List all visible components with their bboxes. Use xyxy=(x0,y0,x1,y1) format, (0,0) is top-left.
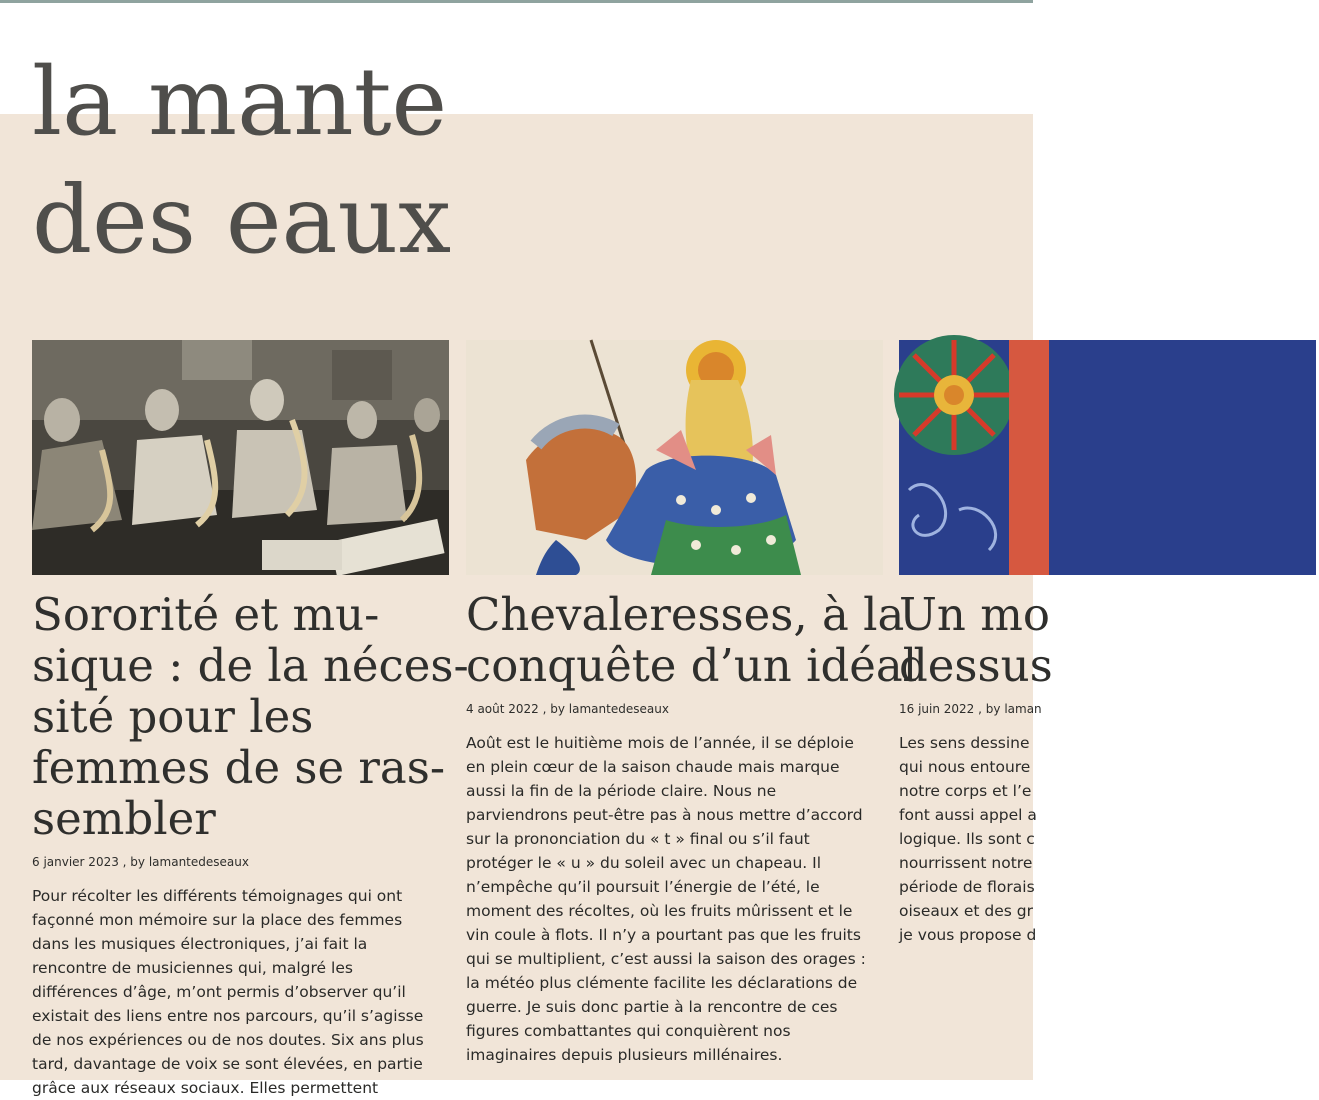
post-card-chevaleresses xyxy=(466,340,918,1067)
excerpt-line: dans les musiques électroniques, j’ai fait la xyxy=(32,935,368,953)
post-title-line: sembler xyxy=(32,792,216,845)
excerpt-line: je vous propose d xyxy=(899,926,1037,944)
post-excerpt xyxy=(466,731,886,1067)
post-thumbnail-sun[interactable] xyxy=(899,340,1316,575)
post-meta: 6 janvier 2023 , by lamantedeseaux xyxy=(32,855,249,869)
post-title-line: Sororité et mu- xyxy=(32,588,380,641)
post-title-line: dessus xyxy=(899,639,1053,692)
excerpt-line: font aussi appel a xyxy=(899,806,1037,824)
excerpt-line: grâce aux réseaux sociaux. Elles permettent xyxy=(32,1079,379,1097)
excerpt-line: Les sens dessine xyxy=(899,734,1030,752)
excerpt-line: moment des récoltes, où les fruits mûrissent et le xyxy=(466,902,853,920)
excerpt-line: différences d’âge, m’ont permis d’observer qu’il xyxy=(32,983,406,1001)
excerpt-line: période de florais xyxy=(899,878,1035,896)
post-title-line: Un mo xyxy=(899,588,1050,641)
post-title-line: Chevaleresses, à la xyxy=(466,588,905,641)
post-title-line: sité pour les xyxy=(32,690,314,743)
post-meta: 16 juin 2022 , by laman xyxy=(899,702,1042,716)
post-author[interactable]: lamantedeseaux xyxy=(148,855,249,869)
post-title-line: conquête d’un idéal xyxy=(466,639,918,692)
excerpt-line: la météo plus clémente facilite les déclarations de xyxy=(466,974,858,992)
top-accent-line xyxy=(0,0,1033,3)
saxophonists-photo-image xyxy=(32,340,449,575)
excerpt-line: Pour récolter les différents témoignages qui ont xyxy=(32,887,403,905)
excerpt-line: qui nous entoure xyxy=(899,758,1031,776)
post-card-un-monde xyxy=(899,340,1316,947)
post-excerpt xyxy=(32,884,452,1100)
excerpt-line: logique. Ils sont c xyxy=(899,830,1035,848)
excerpt-line: protéger le « u » du soleil avec un chapeau. Il xyxy=(466,854,822,872)
excerpt-line: vin coule à flots. Il n’y a pourtant pas que les fruits xyxy=(466,926,861,944)
post-meta: 4 août 2022 , by lamantedeseaux xyxy=(466,702,669,716)
excerpt-line: figures combattantes qui conquièrent nos xyxy=(466,1022,791,1040)
excerpt-line: n’empêche qu’il poursuit l’énergie de l’été, le xyxy=(466,878,820,896)
excerpt-line: existait des liens entre nos parcours, qu’il s’agisse xyxy=(32,1007,424,1025)
excerpt-line: de nos expériences ou de nos doutes. Six ans plus xyxy=(32,1031,424,1049)
post-date[interactable]: 4 août 2022 xyxy=(466,702,539,716)
site-title-line-1: la mante xyxy=(32,48,448,157)
excerpt-line: aussi la fin de la période claire. Nous ne xyxy=(466,782,777,800)
site-title[interactable] xyxy=(32,44,451,280)
sun-illustration-image xyxy=(899,340,1316,575)
post-author[interactable]: lamantedeseaux xyxy=(568,702,669,716)
excerpt-line: guerre. Je suis donc partie à la rencontre de ces xyxy=(466,998,838,1016)
excerpt-line: en plein cœur de la saison chaude mais marque xyxy=(466,758,840,776)
post-thumbnail-knight[interactable] xyxy=(466,340,883,575)
site-title-line-2: des eaux xyxy=(32,166,452,275)
post-thumbnail-saxophonists[interactable] xyxy=(32,340,449,575)
post-card-sororite xyxy=(32,340,469,1100)
post-excerpt xyxy=(899,731,1319,947)
post-title-line: femmes de se ras- xyxy=(32,741,446,794)
excerpt-line: imaginaires depuis plusieurs millénaires. xyxy=(466,1046,783,1064)
post-title-line: sique : de la néces- xyxy=(32,639,469,692)
post-date[interactable]: 6 janvier 2023 xyxy=(32,855,119,869)
excerpt-line: rencontre de musiciennes qui, malgré les xyxy=(32,959,353,977)
post-title[interactable] xyxy=(32,588,469,845)
knight-illustration-image xyxy=(466,340,883,575)
excerpt-line: tard, davantage de voix se sont élevées, en partie xyxy=(32,1055,423,1073)
post-title[interactable] xyxy=(466,588,918,692)
post-title[interactable] xyxy=(899,589,1316,691)
excerpt-line: oiseaux et des gr xyxy=(899,902,1033,920)
post-author[interactable]: laman xyxy=(1004,702,1042,716)
excerpt-line: Août est le huitième mois de l’année, il se déploie xyxy=(466,734,854,752)
excerpt-line: sur la prononciation du « t » final ou s’il faut xyxy=(466,830,810,848)
excerpt-line: nourrissent notre xyxy=(899,854,1033,872)
post-date[interactable]: 16 juin 2022 xyxy=(899,702,975,716)
excerpt-line: notre corps et l’e xyxy=(899,782,1032,800)
excerpt-line: façonné mon mémoire sur la place des femmes xyxy=(32,911,403,929)
excerpt-line: parviendrons peut-être pas à nous mettre d’accord xyxy=(466,806,863,824)
excerpt-line: qui se multiplient, c’est aussi la saison des orages : xyxy=(466,950,866,968)
